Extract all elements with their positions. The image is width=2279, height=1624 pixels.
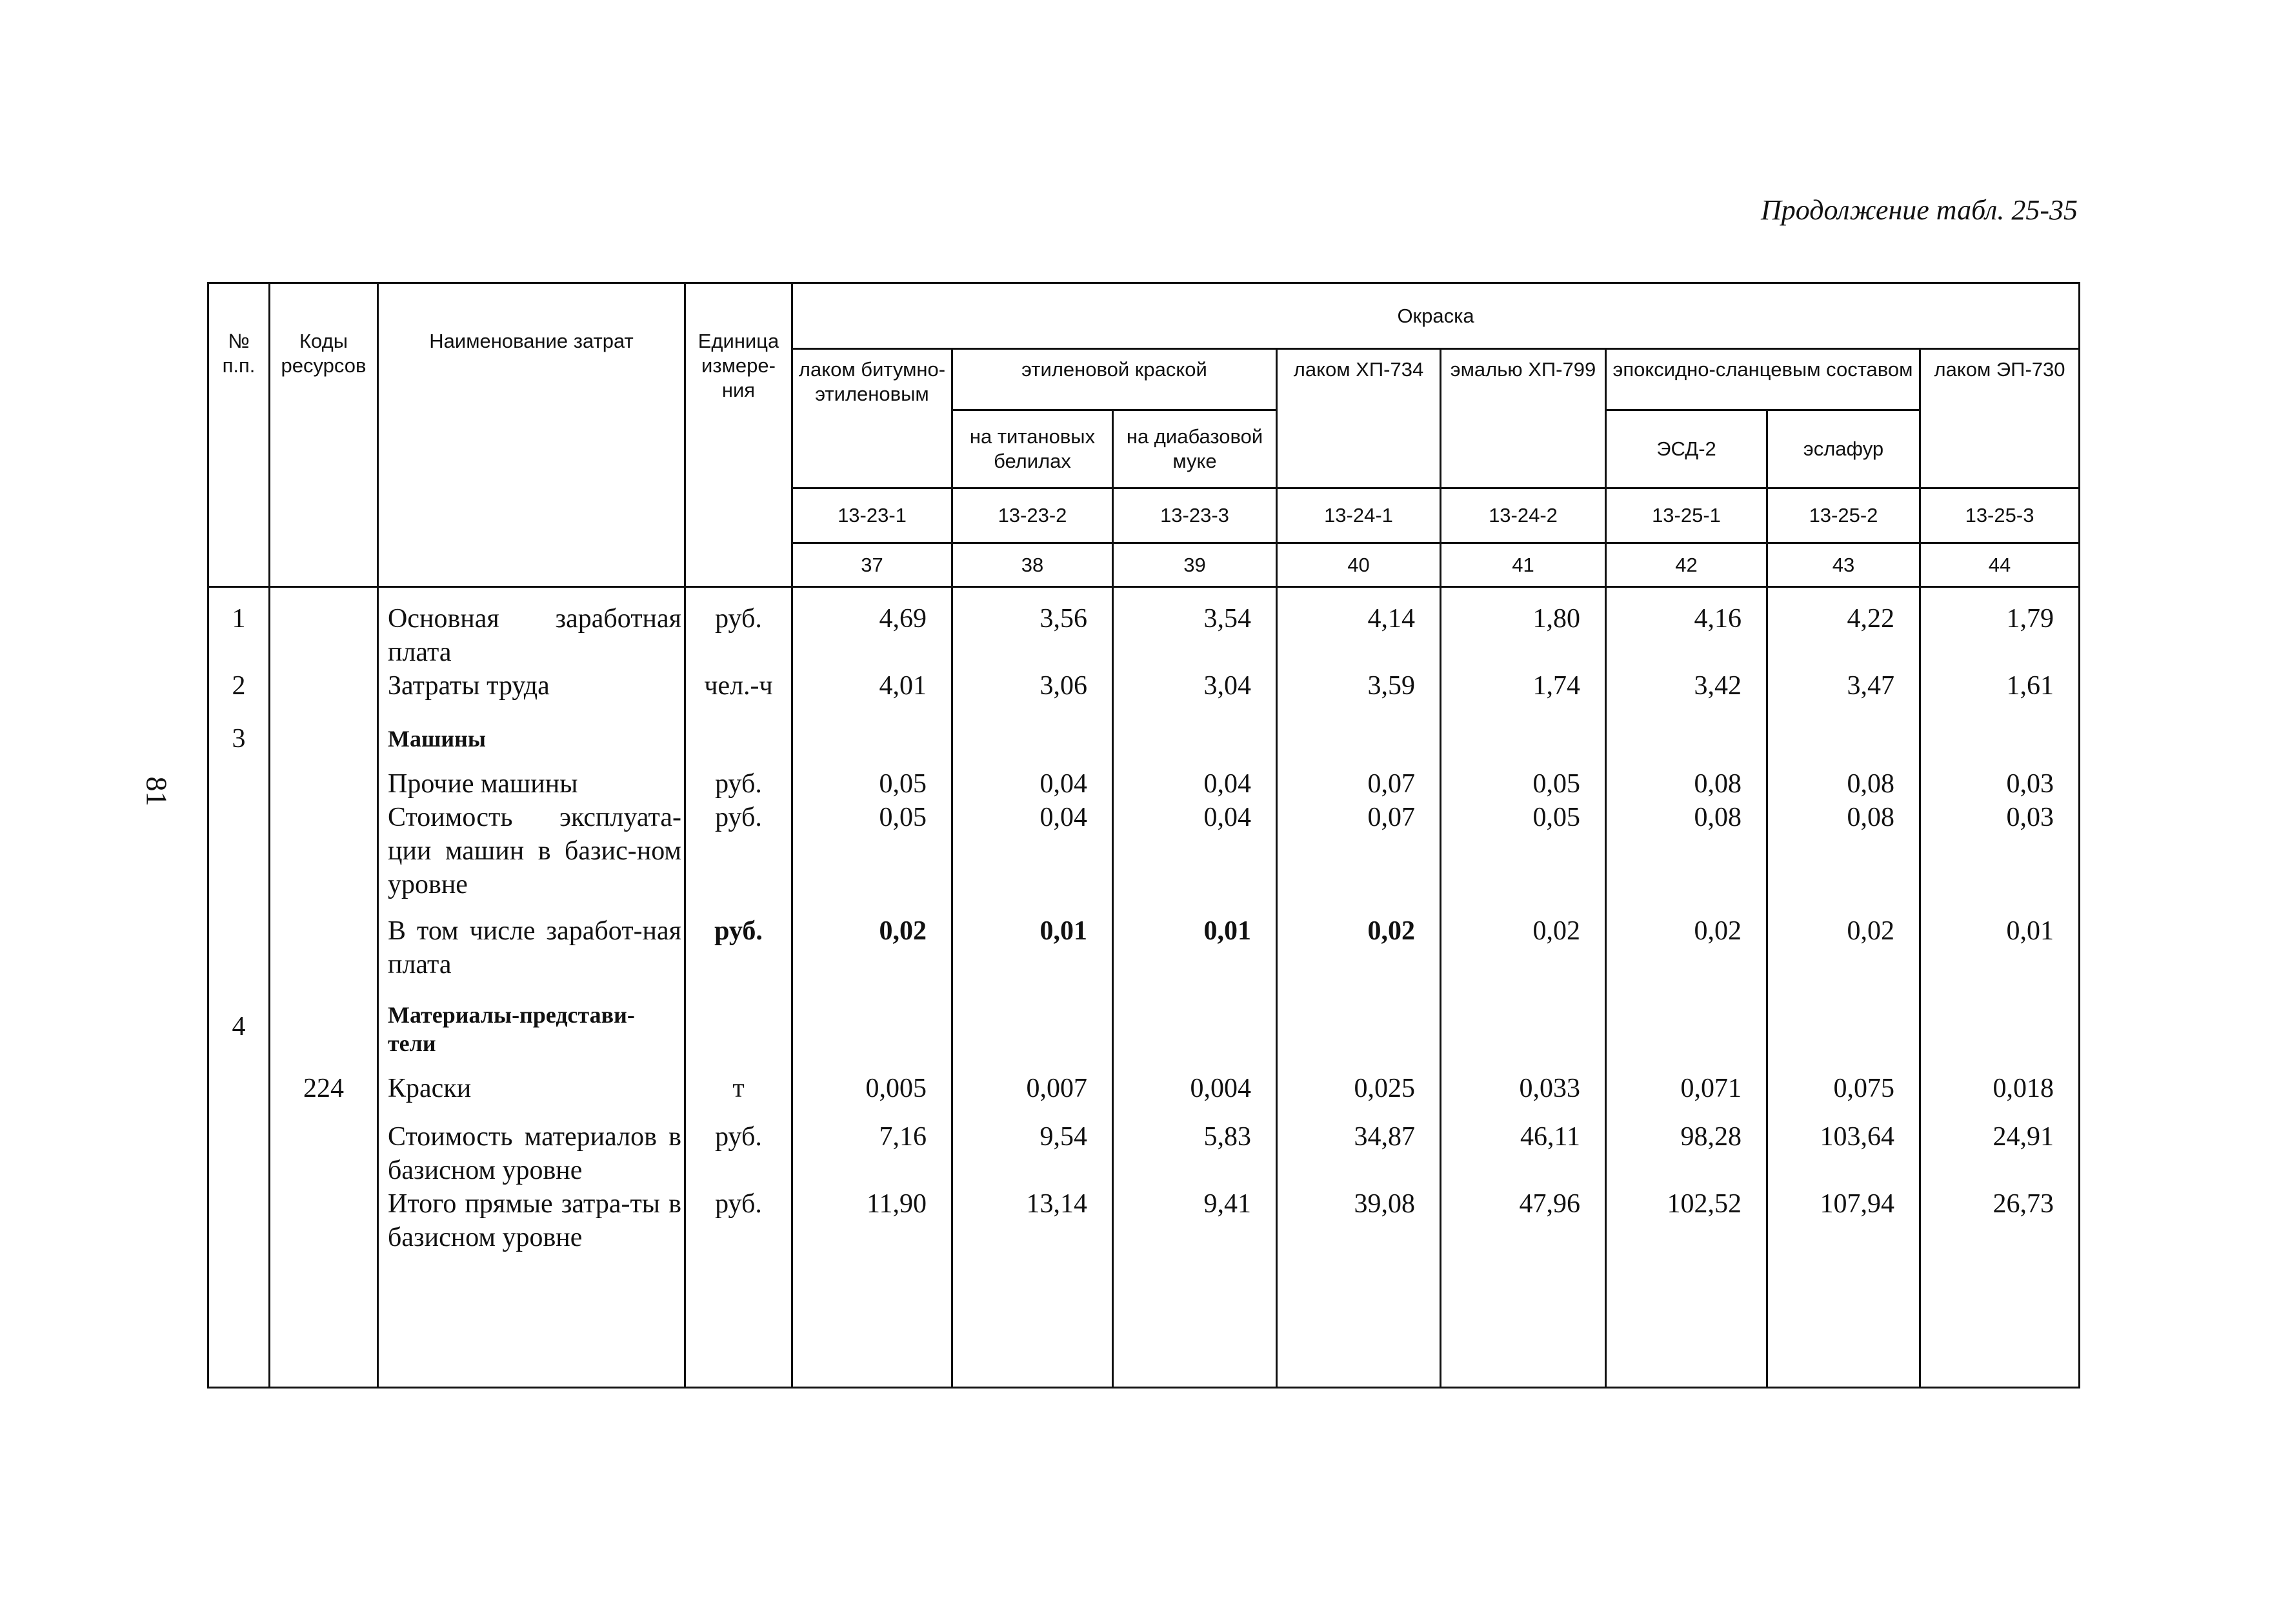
header-col-esd2: ЭСД-2 (1606, 410, 1767, 488)
value-cell: 107,94 (1767, 1187, 1920, 1388)
code-cell: 13-24-2 (1441, 488, 1606, 543)
code-cell: 13-23-1 (792, 488, 952, 543)
header-col-ethylene-paint: этиленовой краской (952, 349, 1277, 410)
value-cell: 0,04 (952, 767, 1113, 801)
resource-code (270, 669, 378, 722)
table-row (208, 767, 2080, 801)
header-row-group (208, 283, 2080, 349)
header-col-diabase: на диабазовой муке (1113, 410, 1277, 488)
unit: руб. (685, 914, 792, 994)
row-number: 4 (208, 994, 270, 1072)
value-cell: 0,02 (792, 914, 952, 994)
value-cell: 7,16 (792, 1120, 952, 1187)
value-cell: 98,28 (1606, 1120, 1767, 1187)
unit: руб. (685, 1187, 792, 1388)
column-number-cell: 38 (952, 543, 1113, 587)
header-codes: Коды ресурсов (270, 283, 378, 587)
value-cell: 3,42 (1606, 669, 1767, 722)
value-cell: 24,91 (1920, 1120, 2080, 1187)
value-cell: 0,02 (1277, 914, 1441, 994)
unit: руб. (685, 587, 792, 670)
column-number-cell: 43 (1767, 543, 1920, 587)
value-cell: 0,004 (1113, 1072, 1277, 1120)
value-cell: 0,007 (952, 1072, 1113, 1120)
header-col-xp734: лаком ХП-734 (1277, 349, 1441, 488)
value-cell: 3,54 (1113, 587, 1277, 670)
cost-name: Итого прямые затра-ты в базисном уровне (378, 1187, 685, 1388)
value-cell: 0,03 (1920, 767, 2080, 801)
value-cell: 0,04 (1113, 767, 1277, 801)
value-cell: 1,80 (1441, 587, 1606, 670)
column-number-cell: 42 (1606, 543, 1767, 587)
value-cell: 4,01 (792, 669, 952, 722)
code-cell: 13-23-2 (952, 488, 1113, 543)
value-cell: 0,08 (1606, 801, 1767, 914)
value-cell: 0,075 (1767, 1072, 1920, 1120)
table-row (208, 669, 2080, 722)
value-cell: 0,03 (1920, 801, 2080, 914)
value-cell: 1,79 (1920, 587, 2080, 670)
value-cell: 13,14 (952, 1187, 1113, 1388)
cost-name: Основная заработная плата (378, 587, 685, 670)
page-number: 81 (140, 776, 174, 807)
column-number-cell: 37 (792, 543, 952, 587)
value-cell: 0,07 (1277, 801, 1441, 914)
value-cell: 0,05 (792, 801, 952, 914)
resource-code (270, 587, 378, 670)
row-number: 3 (208, 722, 270, 767)
value-cell: 39,08 (1277, 1187, 1441, 1388)
value-cell: 11,90 (792, 1187, 952, 1388)
unit: руб. (685, 767, 792, 801)
resource-table (207, 282, 2080, 1388)
unit: чел.-ч (685, 669, 792, 722)
column-number-cell: 44 (1920, 543, 2080, 587)
code-cell: 13-25-1 (1606, 488, 1767, 543)
value-cell: 0,08 (1767, 801, 1920, 914)
value-cell: 3,04 (1113, 669, 1277, 722)
value-cell: 0,04 (952, 801, 1113, 914)
value-cell: 0,02 (1767, 914, 1920, 994)
value-cell: 0,01 (952, 914, 1113, 994)
cost-name: Затраты труда (378, 669, 685, 722)
section-row (208, 994, 2080, 1072)
cost-name: Стоимость эксплуата-ции машин в базис-ном уровне (378, 801, 685, 914)
value-cell: 0,02 (1606, 914, 1767, 994)
value-cell: 47,96 (1441, 1187, 1606, 1388)
code-cell: 13-25-2 (1767, 488, 1920, 543)
code-cell: 13-23-3 (1113, 488, 1277, 543)
value-cell: 0,01 (1920, 914, 2080, 994)
continuation-label: Продолжение табл. 25-35 (1761, 194, 2078, 226)
header-name: Наименование затрат (378, 283, 685, 587)
value-cell: 0,033 (1441, 1072, 1606, 1120)
value-cell: 0,05 (1441, 801, 1606, 914)
table-row (208, 587, 2080, 670)
value-cell: 26,73 (1920, 1187, 2080, 1388)
value-cell: 4,16 (1606, 587, 1767, 670)
value-cell: 0,05 (1441, 767, 1606, 801)
value-cell: 0,071 (1606, 1072, 1767, 1120)
value-cell: 4,69 (792, 587, 952, 670)
value-cell: 0,01 (1113, 914, 1277, 994)
header-col-xp799: эмалью ХП-799 (1441, 349, 1606, 488)
value-cell: 4,14 (1277, 587, 1441, 670)
value-cell: 0,018 (1920, 1072, 2080, 1120)
resource-code: 224 (270, 1072, 378, 1120)
value-cell: 4,22 (1767, 587, 1920, 670)
table-row (208, 1120, 2080, 1187)
value-cell: 3,47 (1767, 669, 1920, 722)
value-cell: 34,87 (1277, 1120, 1441, 1187)
value-cell: 102,52 (1606, 1187, 1767, 1388)
code-cell: 13-25-3 (1920, 488, 2080, 543)
value-cell: 0,04 (1113, 801, 1277, 914)
table-row (208, 914, 2080, 994)
value-cell: 0,005 (792, 1072, 952, 1120)
value-cell: 0,05 (792, 767, 952, 801)
value-cell: 5,83 (1113, 1120, 1277, 1187)
value-cell: 0,08 (1767, 767, 1920, 801)
value-cell: 1,74 (1441, 669, 1606, 722)
value-cell: 1,61 (1920, 669, 2080, 722)
unit: т (685, 1072, 792, 1120)
section-title: Машины (378, 722, 685, 767)
header-col-lacquer-bitumen: лаком битумно-этиленовым (792, 349, 952, 488)
value-cell: 0,07 (1277, 767, 1441, 801)
value-cell: 3,06 (952, 669, 1113, 722)
section-row (208, 722, 2080, 767)
value-cell: 0,08 (1606, 767, 1767, 801)
value-cell: 103,64 (1767, 1120, 1920, 1187)
header-col-eslafur: эслафур (1767, 410, 1920, 488)
value-cell: 46,11 (1441, 1120, 1606, 1187)
value-cell: 9,41 (1113, 1187, 1277, 1388)
table-row (208, 801, 2080, 914)
cost-name: Стоимость материалов в базисном уровне (378, 1120, 685, 1187)
header-num: № п.п. (208, 283, 270, 587)
unit: руб. (685, 801, 792, 914)
cost-name: Прочие машины (378, 767, 685, 801)
value-cell: 3,56 (952, 587, 1113, 670)
value-cell: 3,59 (1277, 669, 1441, 722)
header-unit: Единица измере-ния (685, 283, 792, 587)
value-cell: 0,025 (1277, 1072, 1441, 1120)
header-col-epoxy: эпоксидно-сланцевым составом (1606, 349, 1920, 410)
row-number: 2 (208, 669, 270, 722)
column-number-cell: 39 (1113, 543, 1277, 587)
table-row (208, 1072, 2080, 1120)
table-row (208, 1187, 2080, 1388)
header-col-titanium: на титановых белилах (952, 410, 1113, 488)
section-title: Материалы-представи-тели (378, 994, 685, 1072)
header-col-ep730: лаком ЭП-730 (1920, 349, 2080, 488)
unit: руб. (685, 1120, 792, 1187)
cost-name: В том числе заработ-ная плата (378, 914, 685, 994)
column-number-cell: 41 (1441, 543, 1606, 587)
code-cell: 13-24-1 (1277, 488, 1441, 543)
value-cell: 9,54 (952, 1120, 1113, 1187)
header-group-painting: Окраска (792, 283, 2080, 349)
row-number: 1 (208, 587, 270, 670)
value-cell: 0,02 (1441, 914, 1606, 994)
column-number-cell: 40 (1277, 543, 1441, 587)
cost-name: Краски (378, 1072, 685, 1120)
